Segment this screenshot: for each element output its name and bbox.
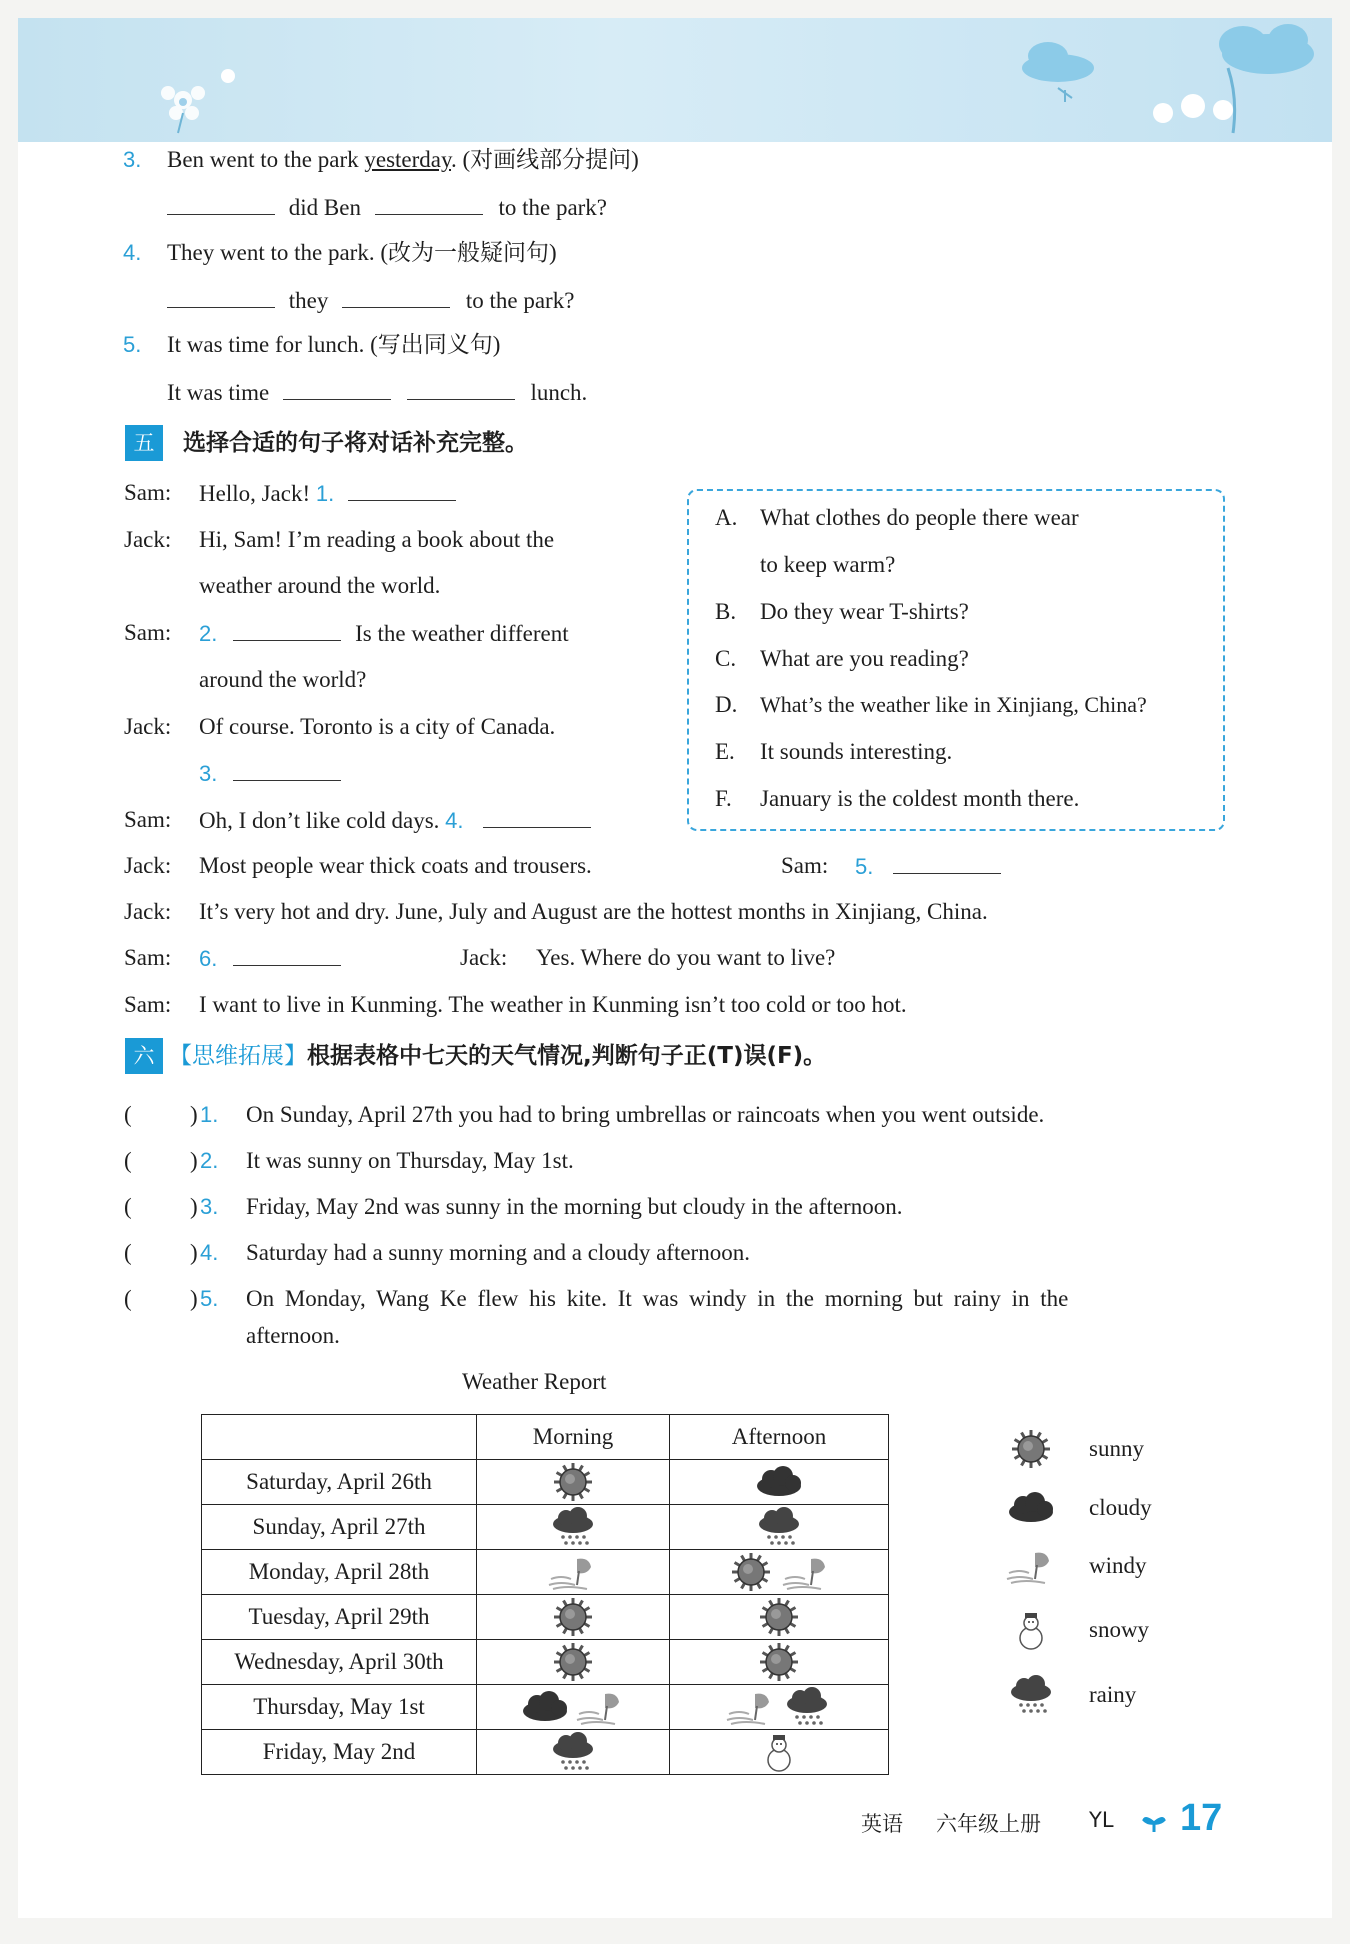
tf-open-paren: ( [124, 1194, 132, 1219]
page-number: 17 [1180, 1797, 1223, 1839]
tf-answer-slot[interactable] [136, 1146, 186, 1176]
tf-answer-slot[interactable] [136, 1284, 186, 1314]
tf-item-number: 3. [200, 1194, 219, 1219]
question-4-answer [167, 285, 574, 316]
question-4-text: They went to the park. (改为一般疑问句) [167, 240, 557, 265]
question-3-answer [167, 192, 607, 223]
blank-number: 2. [199, 621, 218, 646]
answer-blank[interactable] [233, 618, 341, 641]
table-day-cell: Friday, May 2nd [202, 1730, 477, 1775]
dialogue-text: Yes. Where do you want to live? [536, 945, 836, 970]
snowy-icon [1005, 1609, 1057, 1651]
table-afternoon-cell [670, 1640, 889, 1685]
table-header-cell: Afternoon [670, 1415, 889, 1460]
table-day-cell: Sunday, April 27th [202, 1505, 477, 1550]
table-day-cell: Thursday, May 1st [202, 1685, 477, 1730]
windy-icon [1005, 1545, 1057, 1587]
flowers-icon [1153, 94, 1233, 123]
dialogue-text: Is the weather different [355, 621, 569, 646]
footer-subject: 英语 [861, 1812, 903, 1836]
tf-item-text: On Monday, Wang Ke flew his kite. It was windy in the morning but rainy in the [246, 1286, 1069, 1311]
rainy-icon [781, 1686, 833, 1728]
answer-blank[interactable] [348, 478, 456, 501]
dialogue-line [199, 478, 456, 509]
table-header-cell: Morning [477, 1415, 670, 1460]
dialogue-line [855, 851, 1001, 882]
tf-close-paren: ) [190, 1194, 198, 1219]
table-row [202, 1640, 889, 1685]
sunny-icon [753, 1596, 805, 1638]
table-afternoon-cell [670, 1550, 889, 1595]
table-row [202, 1685, 889, 1730]
answer-blank[interactable] [375, 192, 483, 215]
speaker-sam: Sam: [781, 853, 829, 878]
legend-label: cloudy [1089, 1495, 1152, 1520]
table-row [202, 1505, 889, 1550]
legend-label: snowy [1089, 1617, 1150, 1642]
table-morning-cell [477, 1640, 670, 1685]
legend-item-snowy [1005, 1605, 1150, 1655]
tf-item-number: 2. [200, 1148, 219, 1173]
option-d-text: What’s the weather like in Xinjiang, China? [760, 692, 1147, 717]
legend-item-sunny [1005, 1424, 1144, 1474]
dialogue-text: I want to live in Kunming. The weather in Kunming isn’t too cold or too hot. [199, 992, 907, 1017]
table-day-cell: Monday, April 28th [202, 1550, 477, 1595]
speaker-sam: Sam: [124, 620, 172, 645]
section-5-title: 选择合适的句子将对话补充完整。 [183, 430, 528, 456]
table-morning-cell [477, 1460, 670, 1505]
dialogue-text: around the world? [199, 667, 367, 692]
legend-label: windy [1089, 1553, 1147, 1578]
section-6-instruction: 根据表格中七天的天气情况,判断句子正(T)误(F)。 [307, 1043, 827, 1069]
tf-answer-slot[interactable] [136, 1192, 186, 1222]
tf-close-paren: ) [190, 1240, 198, 1265]
tf-close-paren: ) [190, 1286, 198, 1311]
speaker-jack: Jack: [124, 527, 172, 552]
snowy-icon [753, 1731, 805, 1773]
option-a-letter: A. [715, 505, 738, 530]
footer-grade: 六年级上册 [936, 1812, 1041, 1836]
tf-item-text: On Sunday, April 27th you had to bring umbrellas or raincoats when you went outside. [246, 1102, 1045, 1127]
legend-item-cloudy [1005, 1483, 1152, 1533]
tf-item-number: 5. [200, 1286, 219, 1311]
dialogue-line [199, 805, 591, 836]
speaker-sam: Sam: [124, 807, 172, 832]
tf-open-paren: ( [124, 1286, 132, 1311]
table-row [202, 1730, 889, 1775]
dialogue-text: Hi, Sam! I’m reading a book about the [199, 527, 555, 552]
answer-fixed-text: they [288, 288, 329, 313]
table-morning-cell [477, 1730, 670, 1775]
table-morning-cell [477, 1685, 670, 1730]
legend-label: rainy [1089, 1682, 1137, 1707]
question-3-instruction: . (对画线部分提问) [451, 147, 639, 172]
answer-blank[interactable] [233, 943, 341, 966]
table-morning-cell [477, 1505, 670, 1550]
option-e-letter: E. [715, 739, 735, 764]
dialogue-text: Most people wear thick coats and trousers. [199, 853, 592, 878]
cloudy-icon [753, 1461, 805, 1503]
dragonfly-icon [1058, 88, 1072, 102]
table-afternoon-cell [670, 1730, 889, 1775]
sunny-icon [1005, 1428, 1057, 1470]
dialogue-line [199, 618, 569, 649]
table-day-cell: Wednesday, April 30th [202, 1640, 477, 1685]
section-5-badge: 五 [125, 425, 163, 461]
answer-blank[interactable] [167, 192, 275, 215]
answer-blank[interactable] [283, 377, 391, 400]
section-6-badge: 六 [125, 1038, 163, 1074]
speaker-sam: Sam: [124, 945, 172, 970]
dialogue-text: Of course. Toronto is a city of Canada. [199, 714, 556, 739]
table-afternoon-cell [670, 1460, 889, 1505]
sunny-icon [547, 1461, 599, 1503]
option-b-letter: B. [715, 599, 737, 624]
dialogue-line [199, 758, 341, 789]
option-a-text-cont: to keep warm? [760, 552, 896, 577]
option-c-letter: C. [715, 646, 737, 671]
windy-icon [547, 1551, 599, 1593]
table-row [202, 1550, 889, 1595]
table-day-cell: Tuesday, April 29th [202, 1595, 477, 1640]
legend-item-windy [1005, 1541, 1147, 1591]
tf-open-paren: ( [124, 1102, 132, 1127]
dialogue-text: Hello, Jack! [199, 481, 311, 506]
underlined-word: yesterday [364, 147, 452, 172]
question-4-number: 4. [123, 240, 142, 265]
legend-item-rainy [1005, 1670, 1137, 1720]
tf-item-number: 4. [200, 1240, 219, 1265]
answer-fixed-text: to the park? [498, 195, 608, 220]
answer-blank[interactable] [167, 285, 275, 308]
cloudy-icon [1005, 1487, 1057, 1529]
table-row [202, 1595, 889, 1640]
blank-number: 6. [199, 946, 218, 971]
blank-number: 5. [855, 854, 874, 879]
tf-item-number: 1. [200, 1102, 219, 1127]
dialogue-text: Oh, I don’t like cold days. [199, 808, 440, 833]
question-3-number: 3. [123, 147, 142, 172]
tf-close-paren: ) [190, 1102, 198, 1127]
table-header-row [202, 1415, 889, 1460]
sunny-icon [725, 1551, 777, 1593]
sunny-icon [547, 1596, 599, 1638]
windy-icon [725, 1686, 777, 1728]
dialogue-text: weather around the world. [199, 573, 441, 598]
question-5-text: It was time for lunch. (写出同义句) [167, 332, 501, 357]
tf-open-paren: ( [124, 1240, 132, 1265]
weather-table [201, 1414, 889, 1775]
table-row [202, 1460, 889, 1505]
table-day-cell: Saturday, April 26th [202, 1460, 477, 1505]
blank-number: 4. [445, 808, 464, 833]
tf-item-text: Friday, May 2nd was sunny in the morning but cloudy in the afternoon. [246, 1194, 903, 1219]
question-3-text [167, 145, 639, 175]
windy-icon [575, 1686, 627, 1728]
speaker-jack: Jack: [124, 899, 172, 924]
thinking-extension-tag: 【思维拓展】 [169, 1043, 307, 1069]
answer-blank[interactable] [483, 805, 591, 828]
rainy-icon [547, 1731, 599, 1773]
tf-open-paren: ( [124, 1148, 132, 1173]
question-5-number: 5. [123, 332, 142, 357]
tf-close-paren: ) [190, 1148, 198, 1173]
answer-fixed-text: lunch. [530, 380, 588, 405]
dialogue-text: It’s very hot and dry. June, July and August are the hottest months in Xinjiang, China. [199, 899, 988, 924]
question-5-answer [167, 377, 587, 408]
option-f-letter: F. [715, 786, 732, 811]
blank-number: 3. [199, 761, 218, 786]
cloud-icon [1022, 24, 1314, 82]
table-afternoon-cell [670, 1505, 889, 1550]
answer-blank[interactable] [407, 377, 515, 400]
tf-answer-slot[interactable] [136, 1100, 186, 1130]
footer-edition: YL [1089, 1808, 1114, 1832]
butterfly-icon [221, 69, 235, 83]
table-morning-cell [477, 1595, 670, 1640]
header-banner [18, 18, 1332, 142]
tf-item-text: Saturday had a sunny morning and a cloudy afternoon. [246, 1240, 750, 1265]
speaker-jack: Jack: [124, 853, 172, 878]
legend-label: sunny [1089, 1436, 1144, 1461]
rainy-icon [547, 1506, 599, 1548]
tf-answer-slot[interactable] [136, 1238, 186, 1268]
table-afternoon-cell [670, 1685, 889, 1730]
dialogue-line [199, 943, 341, 974]
table-title: Weather Report [462, 1369, 607, 1394]
table-afternoon-cell [670, 1595, 889, 1640]
table-morning-cell [477, 1550, 670, 1595]
answer-blank[interactable] [893, 851, 1001, 874]
option-e-text: It sounds interesting. [760, 739, 953, 764]
answer-blank[interactable] [233, 758, 341, 781]
speaker-jack: Jack: [124, 714, 172, 739]
tf-item-5-cont: afternoon. [246, 1323, 340, 1348]
answer-blank[interactable] [342, 285, 450, 308]
banner-decoration [18, 18, 1332, 142]
option-c-text: What are you reading? [760, 646, 969, 671]
section-6-title [169, 1038, 826, 1074]
answer-fixed-text: to the park? [465, 288, 575, 313]
leaf-icon [1142, 1812, 1166, 1834]
rainy-icon [1005, 1674, 1057, 1716]
speaker-sam: Sam: [124, 480, 172, 505]
option-a-text: What clothes do people there wear [760, 505, 1079, 530]
table-header-cell [202, 1415, 477, 1460]
speaker-sam: Sam: [124, 992, 172, 1017]
windy-icon [781, 1551, 833, 1593]
option-d-letter: D. [715, 692, 738, 717]
sunny-icon [547, 1641, 599, 1683]
rainy-icon [753, 1506, 805, 1548]
answer-fixed-text: It was time [167, 380, 270, 405]
cloudy-icon [519, 1686, 571, 1728]
answer-fixed-text: did Ben [288, 195, 361, 220]
speaker-jack: Jack: [460, 945, 508, 970]
sunny-icon [753, 1641, 805, 1683]
option-b-text: Do they wear T-shirts? [760, 599, 969, 624]
question-3-text-main: Ben went to the park [167, 147, 365, 172]
option-f-text: January is the coldest month there. [760, 786, 1080, 811]
blank-number: 1. [315, 481, 335, 506]
tf-item-text: It was sunny on Thursday, May 1st. [246, 1148, 574, 1173]
